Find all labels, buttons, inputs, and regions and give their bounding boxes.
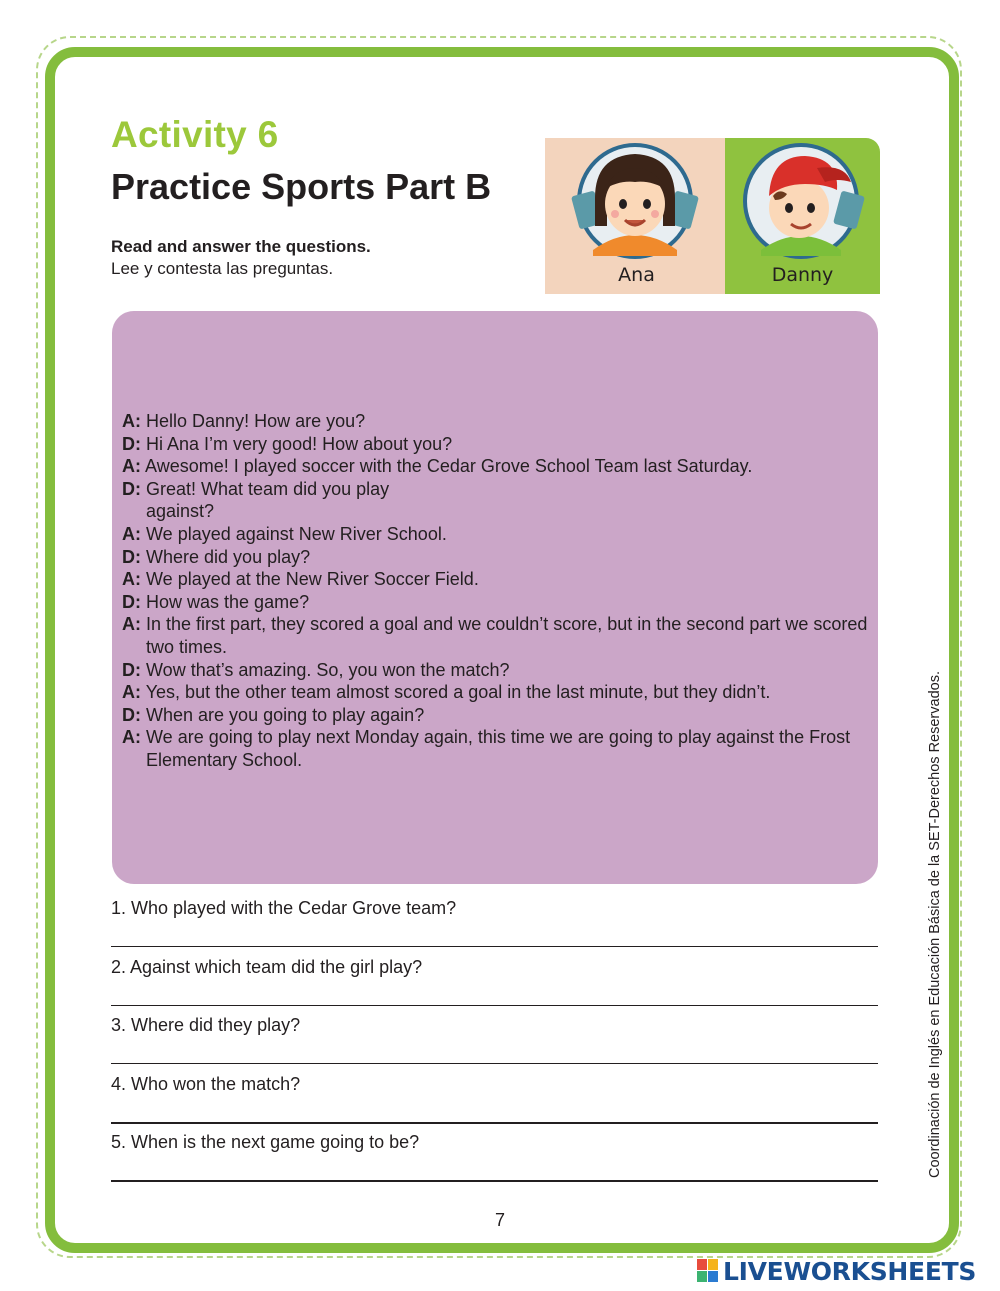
activity-number: Activity 6 bbox=[111, 114, 279, 155]
dialogue-line: D: Where did you play? bbox=[122, 546, 311, 567]
answer-line-3[interactable] bbox=[111, 1063, 878, 1064]
liveworksheets-icon bbox=[697, 1259, 719, 1283]
answer-line-2[interactable] bbox=[111, 1005, 878, 1006]
dialogue-line: A: Yes, but the other team almost scored a goal in the last minute, but they didn’t. bbox=[122, 682, 771, 703]
ana-panel bbox=[545, 138, 728, 294]
liveworksheets-wordmark: LIVEWORKSHEETS bbox=[723, 1256, 977, 1286]
answer-line-5[interactable] bbox=[111, 1180, 878, 1182]
answer-line-1[interactable] bbox=[111, 946, 878, 947]
characters-illustration bbox=[545, 138, 880, 294]
question-4: 4. Who won the match? bbox=[111, 1074, 301, 1094]
liveworksheets-logo[interactable] bbox=[697, 1258, 976, 1284]
dialogue-line: D: How was the game? bbox=[122, 591, 310, 612]
dialogue-line: D: Great! What team did you play against? bbox=[122, 478, 390, 522]
page-number: 7 bbox=[494, 1210, 505, 1230]
question-1: 1. Who played with the Cedar Grove team? bbox=[111, 898, 457, 918]
dialogue-line: D: When are you going to play again? bbox=[122, 704, 425, 725]
danny-panel bbox=[725, 138, 880, 294]
dialogue-line: D: Hi Ana I’m very good! How about you? bbox=[122, 433, 453, 454]
copyright-note: Coordinación de Inglés en Educación Básica de la SET-Derechos Reservados. bbox=[927, 671, 943, 1178]
dialogue-line: D: Wow that’s amazing. So, you won the match? bbox=[122, 659, 510, 680]
dialogue-line: A: We are going to play next Monday again, this time we are going to play against the Frost Elementary School. bbox=[122, 727, 851, 770]
instruction-english: Read and answer the questions. bbox=[111, 237, 371, 256]
question-2: 2. Against which team did the girl play? bbox=[111, 957, 423, 977]
instruction-spanish: Lee y contesta las preguntas. bbox=[111, 259, 334, 278]
answer-line-4[interactable] bbox=[111, 1122, 878, 1124]
danny-name-label: Danny bbox=[771, 264, 834, 286]
dialogue-line: A: In the first part, they scored a goal and we couldn’t score, but in the second part we scored two times. bbox=[122, 614, 868, 657]
dialogue-list bbox=[122, 410, 874, 772]
dialogue-line: A: Hello Danny! How are you? bbox=[122, 411, 366, 431]
question-3: 3. Where did they play? bbox=[111, 1015, 301, 1035]
dialogue-line: A: Awesome! I played soccer with the Cedar Grove School Team last Saturday. bbox=[122, 456, 753, 477]
dialogue-line: A: We played against New River School. bbox=[122, 523, 447, 544]
page-title: Practice Sports Part B bbox=[111, 166, 492, 207]
question-5: 5. When is the next game going to be? bbox=[111, 1132, 420, 1152]
dialogue-line: A: We played at the New River Soccer Field. bbox=[122, 569, 479, 590]
ana-name-label: Ana bbox=[618, 264, 655, 286]
